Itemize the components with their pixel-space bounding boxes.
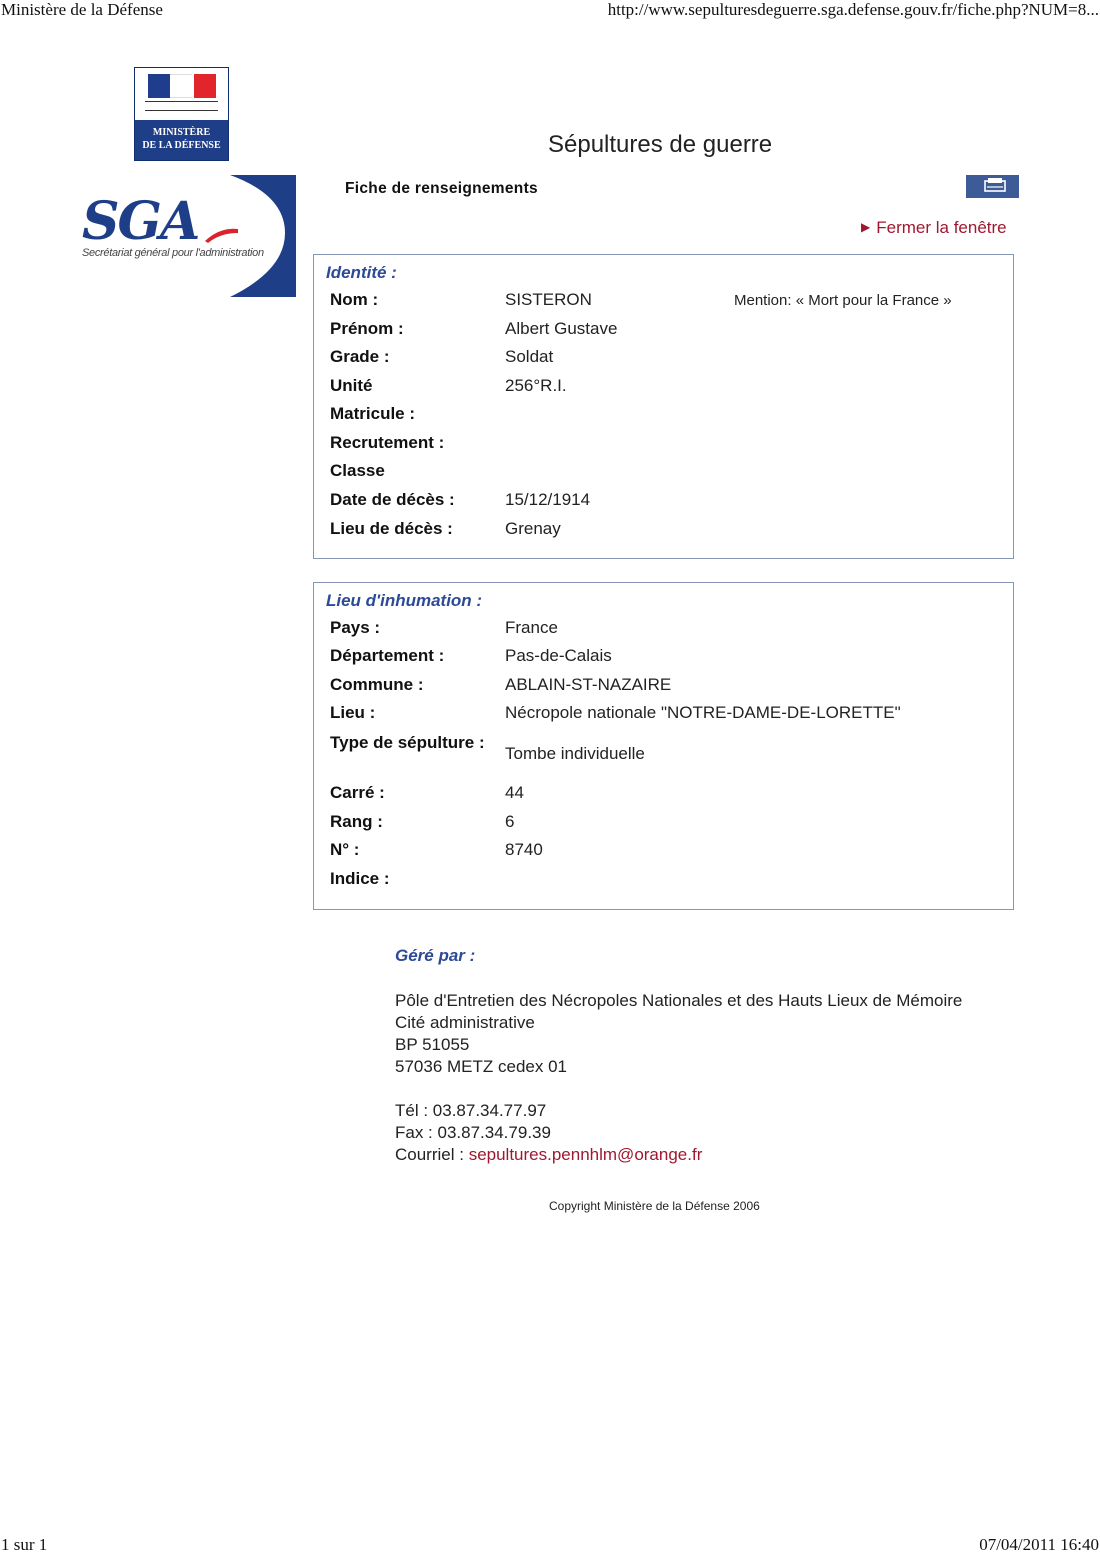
page-subtitle: Fiche de renseignements bbox=[345, 180, 538, 197]
field-label: Carré : bbox=[330, 783, 385, 802]
print-footer bbox=[0, 1535, 1100, 1555]
mention-text: Mention: « Mort pour la France » bbox=[734, 292, 952, 309]
identity-panel bbox=[313, 254, 1014, 559]
field-label: Pays : bbox=[330, 618, 381, 637]
field-value: 8740 bbox=[505, 840, 543, 859]
field-value: ABLAIN-ST-NAZAIRE bbox=[505, 675, 672, 694]
field-value: France bbox=[505, 618, 558, 637]
field-label: Département : bbox=[330, 646, 445, 665]
field-label: Lieu : bbox=[330, 703, 376, 722]
field-value: Tombe individuelle bbox=[505, 744, 645, 763]
sga-letters: SGA bbox=[82, 191, 199, 252]
address-line: BP 51055 bbox=[395, 1035, 470, 1054]
copyright: Copyright Ministère de la Défense 2006 bbox=[549, 1199, 760, 1213]
field-value: 6 bbox=[505, 812, 515, 831]
managed-by-title: Géré par : bbox=[395, 946, 476, 965]
field-value: SISTERON bbox=[505, 290, 592, 309]
print-header bbox=[0, 0, 1100, 22]
ministry-logo-line-2: DE LA DÉFENSE bbox=[142, 140, 221, 151]
address-line: 57036 METZ cedex 01 bbox=[395, 1057, 567, 1076]
field-label: Classe bbox=[330, 461, 385, 480]
phone-line: Tél : 03.87.34.77.97 bbox=[395, 1101, 547, 1120]
field-label: Lieu de décès : bbox=[330, 519, 453, 538]
field-label: Date de décès : bbox=[330, 490, 455, 509]
email-line bbox=[395, 1145, 1035, 1167]
page-title: Sépultures de guerre bbox=[548, 131, 773, 158]
print-footer-date: 07/04/2011 16:40 bbox=[979, 1535, 1099, 1554]
address-line: Pôle d'Entretien des Nécropoles Nationales et des Hauts Lieux de Mémoire bbox=[395, 991, 963, 1010]
managed-by-section bbox=[395, 946, 1035, 1167]
identity-title: Identité : bbox=[326, 263, 397, 282]
field-label: Rang : bbox=[330, 812, 383, 831]
close-window-label: Fermer la fenêtre bbox=[876, 218, 1007, 237]
field-value: 15/12/1914 bbox=[505, 490, 591, 509]
french-flag-icon bbox=[148, 74, 216, 98]
field-value: Albert Gustave bbox=[505, 319, 618, 338]
close-window-link[interactable] bbox=[861, 218, 1007, 238]
field-label: Unité bbox=[330, 376, 373, 395]
print-header-title: Ministère de la Défense bbox=[1, 0, 163, 19]
burial-title: Lieu d'inhumation : bbox=[326, 591, 483, 610]
sga-tagline: Secrétariat général pour l'administration bbox=[82, 247, 264, 259]
email-label: Courriel : bbox=[395, 1145, 469, 1164]
print-header-url: http://www.sepulturesdeguerre.sga.defense.gouv.fr/fiche.php?NUM=8... bbox=[607, 0, 1099, 19]
field-value: Pas-de-Calais bbox=[505, 646, 612, 665]
print-footer-page: 1 sur 1 bbox=[1, 1535, 48, 1554]
address-line: Cité administrative bbox=[395, 1013, 535, 1032]
ministry-logo-line-1: MINISTÈRE bbox=[152, 127, 211, 138]
field-label: Grade : bbox=[330, 347, 390, 366]
field-value: Grenay bbox=[505, 519, 561, 538]
burial-panel bbox=[313, 582, 1014, 910]
printer-icon bbox=[966, 175, 1019, 198]
ministry-logo bbox=[134, 67, 229, 161]
field-label: Matricule : bbox=[330, 404, 416, 423]
field-value: 44 bbox=[505, 783, 524, 802]
field-value: 256°R.I. bbox=[505, 376, 567, 395]
field-label: Commune : bbox=[330, 675, 424, 694]
field-label: Indice : bbox=[330, 869, 390, 888]
caret-right-icon: ▶ bbox=[861, 220, 871, 234]
field-label: Prénom : bbox=[330, 319, 404, 338]
fax-line: Fax : 03.87.34.79.39 bbox=[395, 1123, 551, 1142]
field-label: Nom : bbox=[330, 290, 379, 309]
sga-logo bbox=[80, 175, 296, 297]
field-label: Recrutement : bbox=[330, 433, 445, 452]
print-button[interactable] bbox=[966, 175, 1019, 198]
field-value: Nécropole nationale "NOTRE-DAME-DE-LORETTE" bbox=[505, 703, 901, 722]
email-link[interactable]: sepultures.pennhlm@orange.fr bbox=[468, 1145, 703, 1164]
field-value: Soldat bbox=[505, 347, 554, 366]
field-label: Type de sépulture : bbox=[330, 733, 485, 752]
field-label: N° : bbox=[330, 840, 360, 859]
